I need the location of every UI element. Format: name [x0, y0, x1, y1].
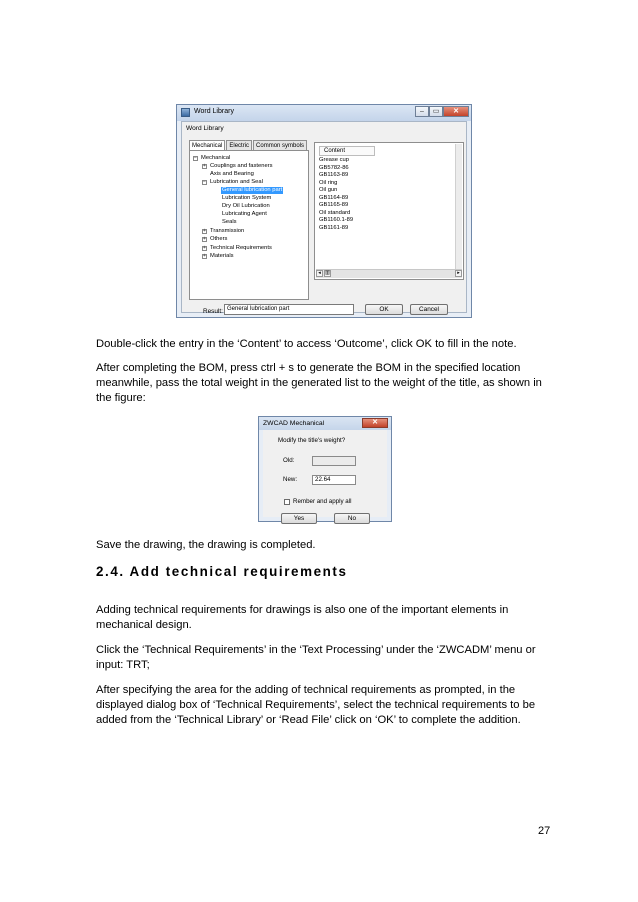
expand-icon[interactable]: +: [203, 253, 206, 259]
dialog-close-button[interactable]: ✕: [362, 418, 388, 428]
page-number: 27: [538, 825, 551, 837]
tree-item-dry-oil[interactable]: Dry Oil Lubrication: [222, 203, 270, 209]
content-item[interactable]: Oil ring: [319, 179, 338, 186]
tree-item-couplings[interactable]: Couplings and fasteners: [210, 163, 273, 169]
section-heading: 2.4. Add technical requirements: [96, 564, 348, 579]
paragraph-intro: Adding technical requirements for drawings is also one of the important elements in mechanical design.: [96, 604, 509, 631]
result-input[interactable]: General lubrication part: [224, 304, 354, 315]
close-button[interactable]: ✕: [443, 106, 469, 117]
category-tree: [189, 150, 309, 300]
tree-item-lubrication-system[interactable]: Lubrication System: [222, 195, 272, 201]
expand-icon[interactable]: +: [203, 228, 206, 234]
ok-button[interactable]: OK: [365, 304, 403, 315]
tab-mechanical[interactable]: Mechanical: [189, 140, 225, 152]
old-label: Old:: [283, 457, 295, 464]
maximize-button[interactable]: ▭: [429, 106, 443, 117]
vertical-scrollbar[interactable]: [455, 144, 462, 269]
tree-item-seals[interactable]: Seals: [222, 219, 237, 225]
collapse-icon[interactable]: −: [203, 179, 206, 185]
content-item[interactable]: Oil gun: [319, 187, 338, 193]
app-icon: [181, 108, 190, 117]
tree-item-others[interactable]: Others: [210, 236, 228, 242]
window-titlebar[interactable]: [177, 105, 471, 121]
content-item[interactable]: GB1164-89: [319, 194, 349, 201]
tree-item-technical-requirements[interactable]: Technical Requirements: [210, 245, 272, 251]
scroll-thumb-icon[interactable]: ▥: [325, 270, 330, 276]
tab-electric[interactable]: Electric: [226, 140, 252, 151]
dialog-title: ZWCAD Mechanical: [263, 420, 325, 427]
window-client: [181, 121, 467, 313]
content-item[interactable]: Grease cup: [319, 157, 349, 163]
result-label: Result:: [203, 308, 223, 315]
no-button[interactable]: No: [334, 513, 370, 524]
content-item[interactable]: GB1160.1-89: [319, 217, 354, 223]
content-item[interactable]: Oil standard: [319, 209, 351, 216]
expand-icon[interactable]: +: [203, 163, 206, 169]
content-item[interactable]: GB5782-86: [319, 164, 349, 171]
paragraph-bom: After completing the BOM, press ctrl + s to generate the BOM in the specified location meanwhile, pass the total weight in the generated list to the weight of the title, as shown in the figure:: [96, 362, 542, 404]
window-title: Word Library: [194, 108, 234, 115]
dialog-client: [263, 430, 387, 522]
expand-icon[interactable]: +: [203, 245, 206, 251]
horizontal-scrollbar[interactable]: [316, 269, 462, 278]
collapse-icon[interactable]: −: [194, 155, 197, 161]
old-weight-field: [312, 456, 356, 466]
remember-label: Rember and apply all: [293, 498, 352, 505]
scroll-right-icon[interactable]: ▸: [455, 270, 462, 277]
minimize-button[interactable]: –: [415, 106, 429, 117]
paragraph-menu-path: Click the ‘Technical Requirements’ in the ‘Text Processing’ under the ‘ZWCADM’ menu or input: TRT;: [96, 644, 536, 671]
scroll-left-icon[interactable]: ◂: [316, 270, 323, 277]
content-list[interactable]: [314, 142, 464, 280]
tab-common-symbols[interactable]: Common symbols: [253, 140, 307, 151]
tree-item-axis-bearing[interactable]: Axis and Bearing: [210, 171, 254, 177]
tree-item-general-lubrication[interactable]: General lubrication part: [222, 187, 283, 193]
paragraph-save: Save the drawing, the drawing is completed.: [96, 539, 316, 551]
cancel-button[interactable]: Cancel: [410, 304, 448, 315]
content-item[interactable]: GB1165-89: [319, 202, 349, 208]
tree-item-lubricating-agent[interactable]: Lubricating Agent: [222, 211, 267, 217]
content-item[interactable]: GB1163-89: [319, 172, 349, 178]
expand-icon[interactable]: +: [203, 236, 206, 242]
dialog-titlebar[interactable]: [259, 417, 391, 430]
paragraph-procedure: After specifying the area for the adding of technical requirements as prompted, in the displayed dialog box of ‘Technical Requirements’, select the technical requirements to be added from the ‘Technical Library’ or ‘Read File’ click on ‘OK’ to complete the addition.: [96, 684, 536, 726]
tree-item-lubrication-seal[interactable]: Lubrication and Seal: [210, 179, 263, 185]
remember-checkbox[interactable]: [284, 499, 290, 505]
word-library-window: [176, 104, 472, 318]
category-tabs: [189, 140, 308, 150]
dialog-prompt: Modify the title's weight?: [278, 437, 346, 444]
zwcad-mechanical-dialog: [258, 416, 392, 522]
content-column-header[interactable]: Content: [319, 146, 375, 156]
new-weight-field[interactable]: 22.64: [312, 475, 356, 485]
tree-item-mechanical[interactable]: Mechanical: [201, 155, 231, 161]
group-label: Word Library: [186, 125, 224, 132]
yes-button[interactable]: Yes: [281, 513, 317, 524]
content-item[interactable]: GB1161-89: [319, 224, 349, 231]
new-label: New:: [283, 476, 298, 483]
tree-item-materials[interactable]: Materials: [210, 253, 234, 259]
tree-item-transmission[interactable]: Transmission: [210, 228, 245, 234]
paragraph-content-instructions: Double-click the entry in the ‘Content’ to access ‘Outcome’, click OK to fill in the note.: [96, 338, 517, 350]
